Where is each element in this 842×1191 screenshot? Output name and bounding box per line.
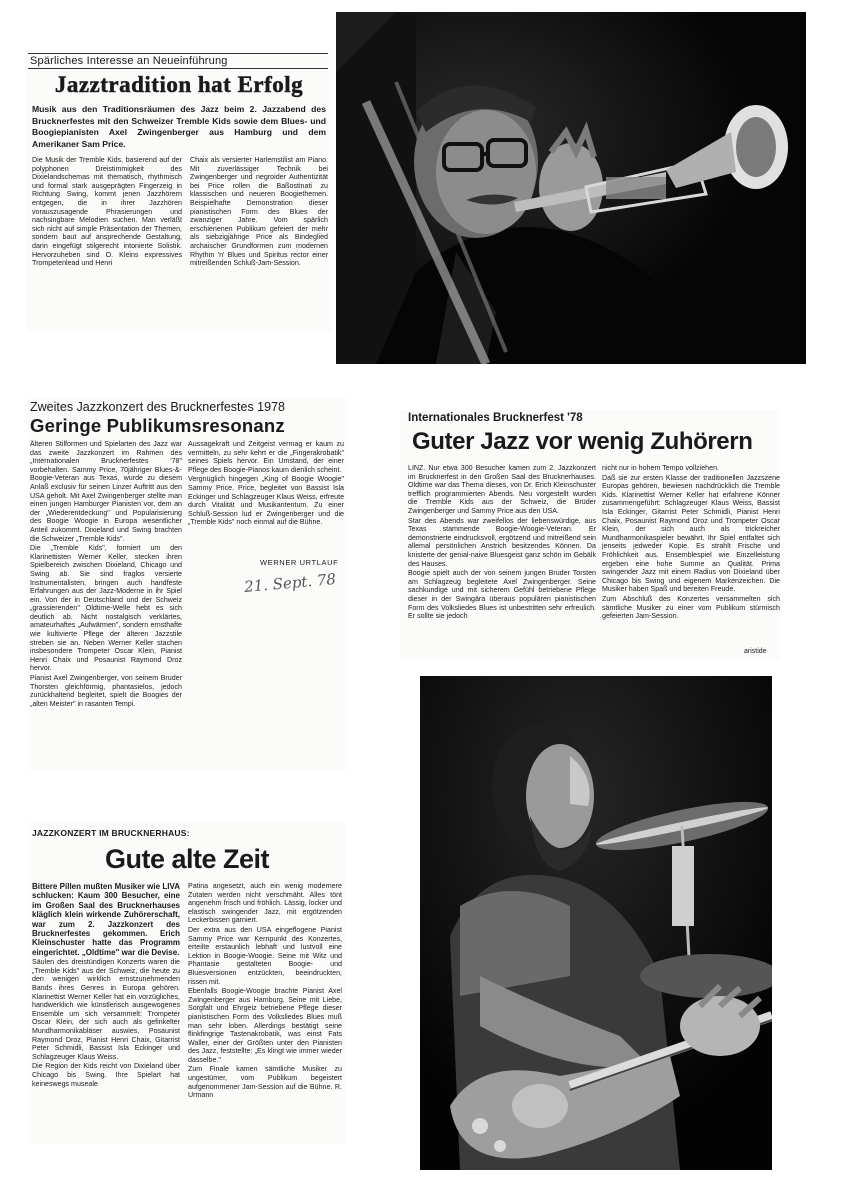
paragraph: Die „Tremble Kids", formiert um den Klarinettisten Werner Keller, stecken ihren Spielbereich zwischen Dixieland, Chicago und Swing ab. Sie sind fraglos versierte Instrumentalisten, bringen auch handfeste Erfahrungen aus der Jazz-Moderne in ihr Spiel ein. Von der in Deutschland und der Schweiz „grassierenden" Oldtime-Welle hebt es sich deutlich ab. Nicht nostalgisch verklärtes, amateurhaftes „Aufwärmen", sondern ernsthafte wie kultivierte Pflege der älteren Jazzstile streben sie an. Neben Werner Keller stachen insbesondere Trompeter Oscar Klein, Pianist Henri Chaix und Posaunist Raymond Droz hervor. bbox=[30, 544, 182, 673]
paragraph: Säulen des dreistündigen Konzerts waren die „Tremble Kids" aus der Schweiz, die heute zu den wenigen wirklich ernstzunehmenden Bands ihres Genres in Europa gehören. Klarinettist Werner Keller hat ein vorzügliches, handwerklich wie künstlerisch ausgewogenes Ensemble um sich versammelt: Trompeter Oscar Klein, der sich auch als gefinkelter Mundharmonikabläser auswies, Posaunist Raymond Droz, Pianist Henri Chaix, Gitarrist Peter Schmidli, Bassist Isla Eckinger und Schlagzeuger Klaus Weiss. bbox=[32, 958, 180, 1061]
paragraph: Der extra aus den USA eingeflogene Pianist Sammy Price war Kernpunkt des Konzertes, erteilte erstaunlich lebhaft und lustvoll eine Lektion in Boogie-Woogie. Seine mit Witz und Phantasie gestalteten Boogie- und Bluesversionen entzückten, beeindruckten, rissen mit. bbox=[188, 925, 342, 986]
article-column-1 bbox=[408, 464, 596, 658]
paragraph: Die Musik der Tremble Kids, basierend auf der polyphonen Dreistimmigkeit des Dixielandschemas mit thematisch, rhythmisch und formal stark ausgeprägten Fingerzeig in Richtung Swing, kommt jenen Jazzhörern entgegen, die in ihrer Jazzhören vorauszusagende Phrasierungen und nachsingbare Melodien suchen. Man verläßt sich nicht auf simple Präsentation der Themen, sondern baut auf ansprechende Gestaltung, darin eingefügt stilgerecht intonierte Solistik. Hervorzuheben sind O. Kleins expressives Trompetenlead und Henri bbox=[32, 156, 182, 268]
paragraph: Älteren Stilformen und Spielarten des Jazz war das zweite Jazzkonzert im Rahmen des „Internationalen Brucknerfestes '78" vorbehalten. Sammy Price, 70jähriger Blues-&-Boogie-Veteran aus Texas, wurde zu diesem Anlaß exclusiv für seinen Linzer Auftritt aus den USA geholt. Mit Axel Zwingenberger stellte man einen jungen Hamburger Pianisten vor, dem an der „Wiederentdeckung" und Popularisierung des Boogie Woogie in Europa wesentlicher Anteil zukommt. Dixieland und Swing brachten die Schweizer „Tremble Kids". bbox=[30, 440, 182, 543]
paragraph: Star des Abends war zweifellos der liebenswürdige, aus Texas stammende Boogie-Woogie-Veteran. Er demonstrierte eindrucksvoll, ergötzend und mitreißend sein allemal persönlichen Anstrich besitzendes Können. Da knisterte der genial-naive Bluesgeist ganz schön im Gebälk des Hauses. bbox=[408, 516, 596, 568]
paragraph: Patina angesetzt, auch ein wenig modernere Zutaten werden nicht verschmäht. Alles tönt angenehm frisch und fröhlich. Lässig, locker und elastisch swingender Jazz, mit ergötzenden Leckerbissen garniert. bbox=[188, 882, 342, 925]
kicker: Internationales Brucknerfest '78 bbox=[408, 412, 583, 424]
author-signature: aristide bbox=[744, 648, 767, 655]
article-column-1 bbox=[32, 156, 182, 328]
kicker: Spärliches Interesse an Neueinführung bbox=[28, 53, 328, 69]
clipping-gute-alte-zeit bbox=[28, 822, 346, 1144]
kicker: JAZZKONZERT IM BRUCKNERHAUS: bbox=[32, 828, 190, 838]
lead-paragraph: Musik aus den Traditionsräumen des Jazz beim 2. Jazzabend des Brucknerfestes mit den Schweizer Tremble Kids sowie dem Blues- und Boogiepianisten Axel Zwingenberger aus Hamburg und dem Amerikaner Sam Price. bbox=[32, 104, 326, 149]
paragraph: nicht nur in hohem Tempo vollziehen. bbox=[602, 464, 719, 472]
clipping-guter-jazz bbox=[400, 410, 780, 660]
paragraph: Pianist Axel Zwingenberger, von seinem Bruder Thorsten gleichförmig, phantasielos, jedoch zurückhaltend begleitet, spielt die Boogies der „alten Meister" in rasanten Tempi. bbox=[30, 674, 182, 708]
article-column-2 bbox=[188, 882, 342, 1142]
article-column-2 bbox=[190, 156, 328, 328]
article-column-1 bbox=[32, 882, 180, 1142]
trumpet-player-photo bbox=[336, 12, 806, 364]
guitar-player-photo bbox=[420, 676, 772, 1170]
headline: Jazztradition hat Erfolg bbox=[54, 72, 304, 97]
headline: Gute alte Zeit bbox=[104, 844, 270, 874]
author-signature: WERNER URTLAUF bbox=[260, 558, 339, 567]
article-column-2 bbox=[602, 464, 780, 658]
guitar-player-image bbox=[420, 676, 772, 1170]
paragraph: Daß sie zur ersten Klasse der traditionellen Jazzszene Europas gehören, bewiesen nachdrücklich die Tremble Kids. Klarinettist Werner Keller hat erfahrene Könner zusammengeführt: Schlagzeuger Klaus Weiss, Bassist Isla Eckinger, Gitarrist Peter Schmidli, Pianist Henri Chaix, Posaunist Raymond Droz und Trompeter Oscar Klein, der sich auch als trickreicher Mundharmonikaspieler bewährt. Ihr Spiel entfaltet sich jenseits jedweder Kopie. Es strahlt Frische und Fröhlichkeit aus. Ensemblespiel wie Einzelleistung ergeben eine hohe Summe an Qualität. Prima swingender Jazz mit einem Radius von Dixieland über Chicago bis Swing und eigenem Markenzeichen. Die Musiker haben Spaß und bereiten Freude. bbox=[602, 473, 780, 594]
paragraph: Boogie spielt auch der von seinem jungen Bruder Torsten am Schlagzeug begleitete Axel Zwingenberger. Seine sachkundige und mit sicherem Gefühl betriebene Pflege dieser in der Swingära überaus populären pianistischen Form des Volksliedes Blues ist unbestritten sehr erfreulich. Er sollte sie jedoch bbox=[408, 569, 596, 621]
paragraph: Zum Finale kamen sämtliche Musiker zu ungestümer, vom Publikum begeistert aufgenommener Jam-Session auf die Bühne. R. Urmann bbox=[188, 1065, 342, 1100]
paragraph: Aussagekraft und Zeitgeist vermag er kaum zu vermitteln, zu sehr kehrt er die „Fingerakrobatik" seines Spiels hervor. Ein Umstand, der einer Pflege des Boogie-Pianos kaum dienlich scheint. bbox=[188, 440, 344, 474]
article-column-2 bbox=[188, 440, 344, 590]
headline: Guter Jazz vor wenig Zuhörern bbox=[412, 428, 753, 455]
handwritten-date: 21. Sept. 78 bbox=[243, 570, 337, 596]
headline: Geringe Publikumsresonanz bbox=[30, 415, 285, 436]
lead-paragraph: Bittere Pillen mußten Musiker wie LIVA schlucken: Kaum 300 Besucher, eine im Großen Saal des Brucknerhauses kläglich klein wirkende Zuhörerschaft, war zum 2. Jazzkonzert des Brucknerfestes gekommen. Erich Kleinschuster hatte das Programm eingerichtet. „Oldtime" war die Devise. bbox=[32, 882, 180, 957]
article-column-1 bbox=[30, 440, 182, 770]
kicker: Zweites Jazzkonzert des Brucknerfestes 1978 bbox=[30, 400, 285, 414]
clipping-jazztradition bbox=[26, 50, 332, 332]
paragraph: Chaix als versierter Harlemstilist am Piano. Mit zuverlässiger Technik bei Zwingenberger und negroider Authentizität bei Price rollen die Baßostinati zu klassischen und neueren Boogiethemen. Beispielhafte Demonstration dieser pianistischen Form des Blues der zwanziger Jahre. Vom spärlich erschienenen Publikum gefeiert der mehr als siebzigjährige Price als Bindeglied archaischer Grundformen zum modernen Rhythm 'n' Blues und Spiritus rector einer mitreißenden Schluß-Jam-Session. bbox=[190, 156, 328, 268]
paragraph: LINZ. Nur etwa 300 Besucher kamen zum 2. Jazzkonzert im Brucknerfest in den Großen Saal des Brucknerhauses. Oldtime war das Thema dieses, von Dr. Erich Kleinschuster trefflich programmierten Abends. Neu vorgestellt wurden die Tremble Kids aus der Schweiz, die Brüder Zwingenberger und Sammy Price aus den USA. bbox=[408, 464, 596, 515]
clipping-geringe-publikumsresonanz bbox=[28, 398, 348, 770]
paragraph: Die Region der Kids reicht von Dixieland über Chicago bis Swing. Ihre Spielart hat keineswegs museale bbox=[32, 1062, 180, 1088]
trumpet-player-image bbox=[336, 12, 806, 364]
paragraph: Ebenfalls Boogie-Woogie brachte Pianist Axel Zwingenberger aus Hamburg. Seine mit Liebe, Sorgfalt und Ehrgeiz betriebene Pflege dieser pianistischen Form des Volksliedes Blues muß man sehr loben. Allerdings bestätigt seine flinkfingrige Tastenakrobatik, was einst Fats Waller, einer der Größten unter den Pianisten des Jazz, feststellte: „Es klingt wie immer wieder dasselbe." bbox=[188, 987, 342, 1064]
paragraph: Vergnüglich hingegen „King of Boogie Woogie" Sammy Price. Price, begleitet von Bassist Isla Eckinger und Schlagzeuger Klaus Weiss, erfreute durch Vitalität und Musikantentum. Zu einer Schluß-Session lud er Zwingenberger und die „Tremble Kids" noch einmal auf die Bühne. bbox=[188, 475, 344, 527]
paragraph: Zum Abschluß des Konzertes versammelten sich sämtliche Musiker zu einer vom Publikum stürmisch gefeierten Jam-Session. bbox=[602, 594, 780, 621]
